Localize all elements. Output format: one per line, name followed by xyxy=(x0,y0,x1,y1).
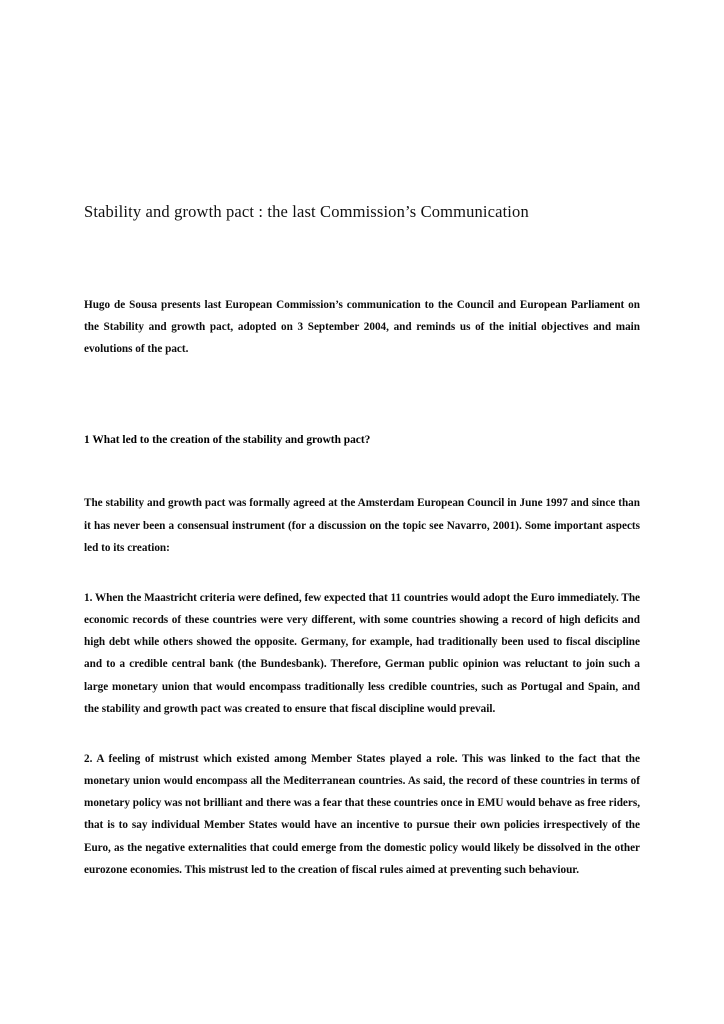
heading-spacer xyxy=(84,458,640,464)
body-paragraph-3: 2. A feeling of mistrust which existed among Member States played a role. This was linked to the fact that the monetary union would encompass all the Mediterranean countries. As said, the record of these countries in terms of monetary policy was not brilliant and there was a fear that these countries once in EMU would behave as free riders, that is to say individual Member States would have an incentive to pursue their own policies irrespectively of the Euro, as the negative externalities that could emerge from the domestic policy would likely be dissolved in the other eurozone economies. This mistrust led to the creation of fiscal rules aimed at preventing such behaviour. xyxy=(84,752,640,876)
section-heading-1: 1 What led to the creation of the stability and growth pact? xyxy=(84,433,371,446)
abstract-paragraph: Hugo de Sousa presents last European Commission’s communication to the Council and European Parliament on the Stability and growth pact, adopted on 3 September 2004, and reminds us of the initial objectives and main evolutions of the pact. xyxy=(84,299,640,355)
page-title: Stability and growth pact : the last Commission’s Communication xyxy=(84,202,529,221)
body-paragraph-1: The stability and growth pact was formally agreed at the Amsterdam European Council in June 1997 and since than it has never been a consensual instrument (for a discussion on the topic see Navarro, 2001). Some important aspects led to its creation: xyxy=(84,497,640,554)
body-paragraph-2: 1. When the Maastricht criteria were defined, few expected that 11 countries would adopt the Euro immediately. The economic records of these countries were very different, with some countries showing a record of high deficits and high debt while others showed the opposite. Germany, for example, had traditionally been used to fiscal discipline and to a credible central bank (the Bundesbank). Therefore, German public opinion was reluctant to join such a large monetary union that would encompass traditionally less credible countries, such as Portugal and Spain, and the stability and growth pact was created to ensure that fiscal discipline would prevail. xyxy=(84,591,641,715)
